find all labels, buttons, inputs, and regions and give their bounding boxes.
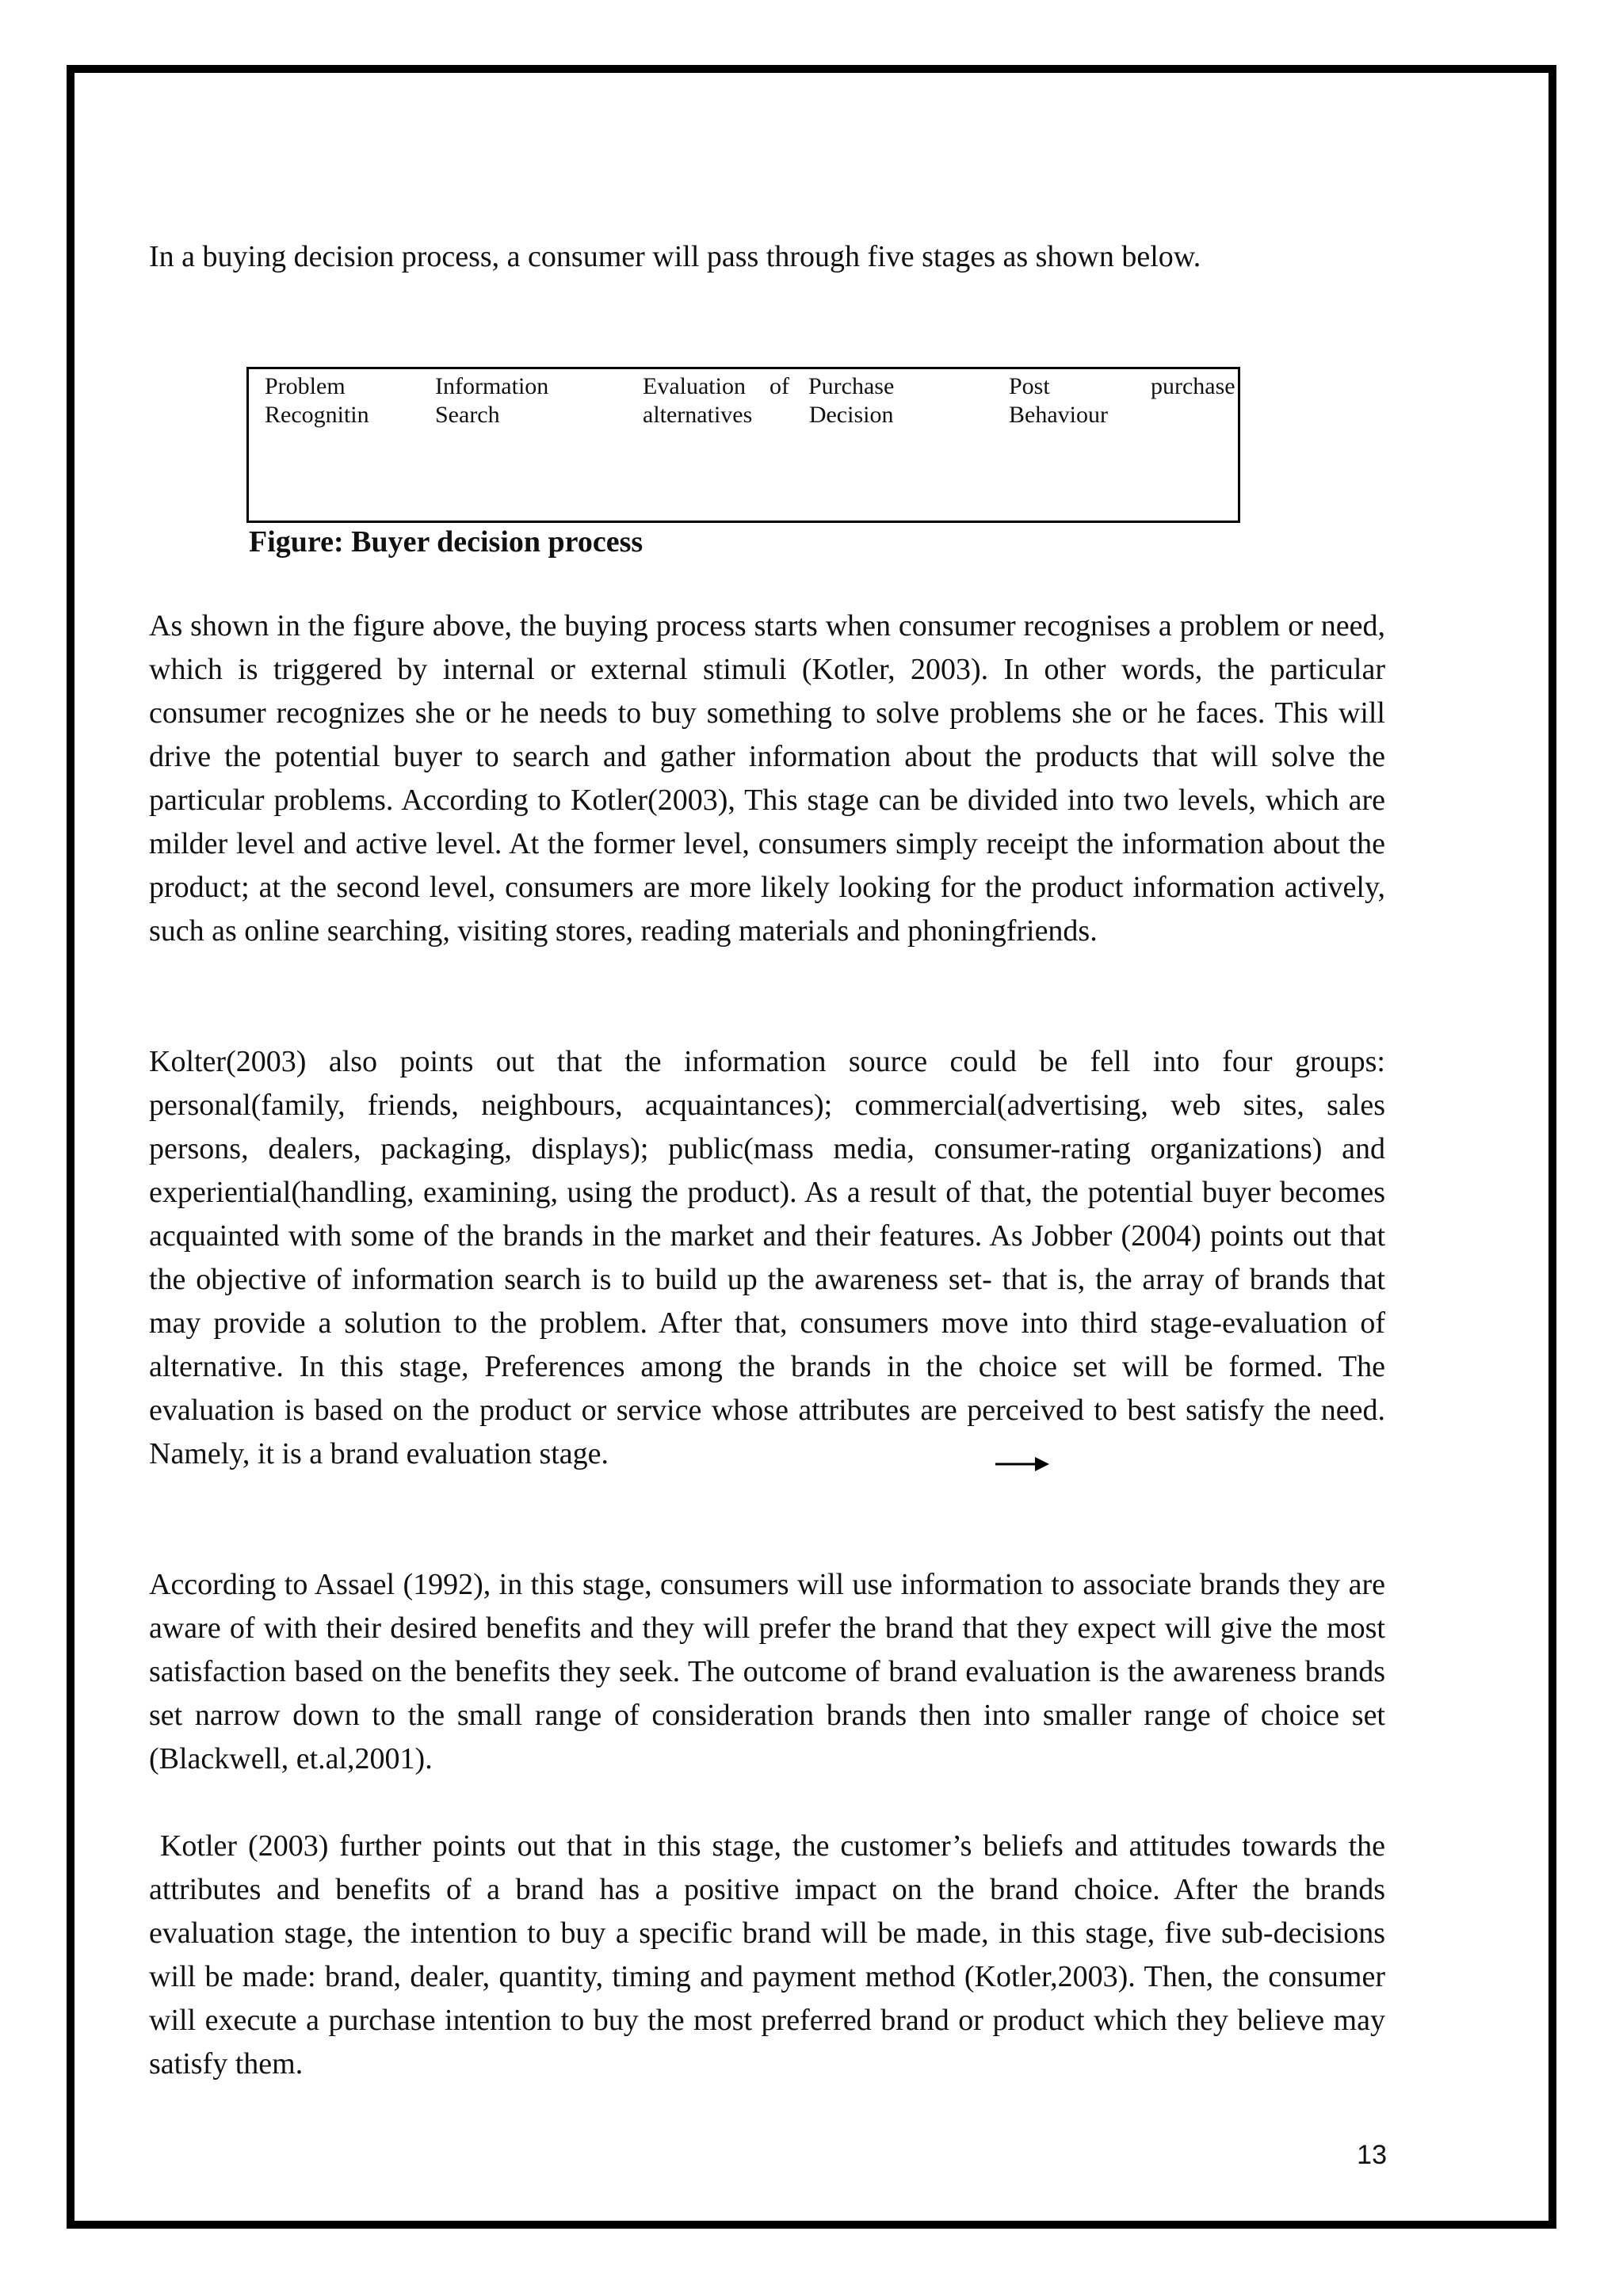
figure-caption: Figure: Buyer decision process [249, 525, 643, 559]
stage-post-purchase-word [1151, 372, 1235, 401]
stage-label: Recognitin [265, 402, 369, 428]
paragraph-4: Kotler (2003) further points out that in this stage, the customer’s beliefs and attitudes towards the attributes and benefits of a brand has a positive impact on the brand choice. After the brands evaluation stage, the intention to buy a specific brand will be made, in this stage, five sub-decisions will be made: brand, dealer, quantity, timing and payment method (Kotler,2003). Then, the consumer will execute a purchase intention to buy the most preferred brand or product which they believe may satisfy them. [149, 1829, 1393, 2081]
arrow-icon [995, 1455, 1051, 1474]
stage-label: Information [435, 373, 549, 399]
stage-information-search [435, 372, 548, 429]
page-number: 13 [1357, 2140, 1387, 2170]
stage-purchase-decision [808, 372, 894, 429]
intro-text: In a buying decision process, a consumer will pass through five stages as shown below. [149, 240, 1201, 273]
stage-post-purchase-behaviour [1009, 372, 1108, 429]
stage-label: Search [435, 402, 500, 428]
stage-label: Purchase [808, 373, 895, 399]
stage-label: Behaviour [1009, 402, 1108, 428]
stage-label: Problem [265, 373, 346, 399]
stage-problem-recognition [265, 372, 369, 429]
buyer-decision-figure [246, 367, 1240, 523]
stage-label: alternatives [643, 402, 753, 428]
stage-label: Decision [808, 402, 894, 428]
stage-label: purchase [1151, 373, 1235, 399]
stage-label: Post [1009, 373, 1050, 399]
stage-label: Evaluation of [643, 373, 789, 399]
paragraph-3: According to Assael (1992), in this stage, consumers will use information to associate brands they are aware of with their desired benefits and they will prefer the brand that they expect will give the most satisfaction based on the benefits they seek. The outcome of brand evaluation is the awareness brands set narrow down to the small range of consideration brands then into smaller range of choice set (Blackwell, et.al,2001). [149, 1568, 1385, 1775]
paragraph-1: As shown in the figure above, the buying process starts when consumer recognises a problem or need, which is triggered by internal or external stimuli (Kotler, 2003). In other words, the particular consumer recognizes she or he needs to buy something to solve problems she or he faces. This will drive the potential buyer to search and gather information about the products that will solve the particular problems. According to Kotler(2003), This stage can be divided into two levels, which are milder level and active level. At the former level, consumers simply receipt the information about the product; at the second level, consumers are more likely looking for the product information actively, such as online searching, visiting stores, reading materials and phoningfriends. [149, 609, 1385, 948]
stage-evaluation-of-alternatives [643, 372, 789, 429]
paragraph-2: Kolter(2003) also points out that the information source could be fell into four groups: personal(family, friends, neighbours, acquaintances); commercial(advertising, web sites, sales persons, dealers, packaging, displays); public(mass media, consumer-rating organizations) and experiential(handling, examining, using the product). As a result of that, the potential buyer becomes acquainted with some of the brands in the market and their features. As Jobber (2004) points out that the objective of information search is to build up the awareness set- that is, the array of brands that may provide a solution to the problem. After that, consumers move into third stage-evaluation of alternative. In this stage, Preferences among the brands in the choice set will be formed. The evaluation is based on the product or service whose attributes are perceived to best satisfy the need. Namely, it is a brand evaluation stage. [149, 1045, 1385, 1470]
